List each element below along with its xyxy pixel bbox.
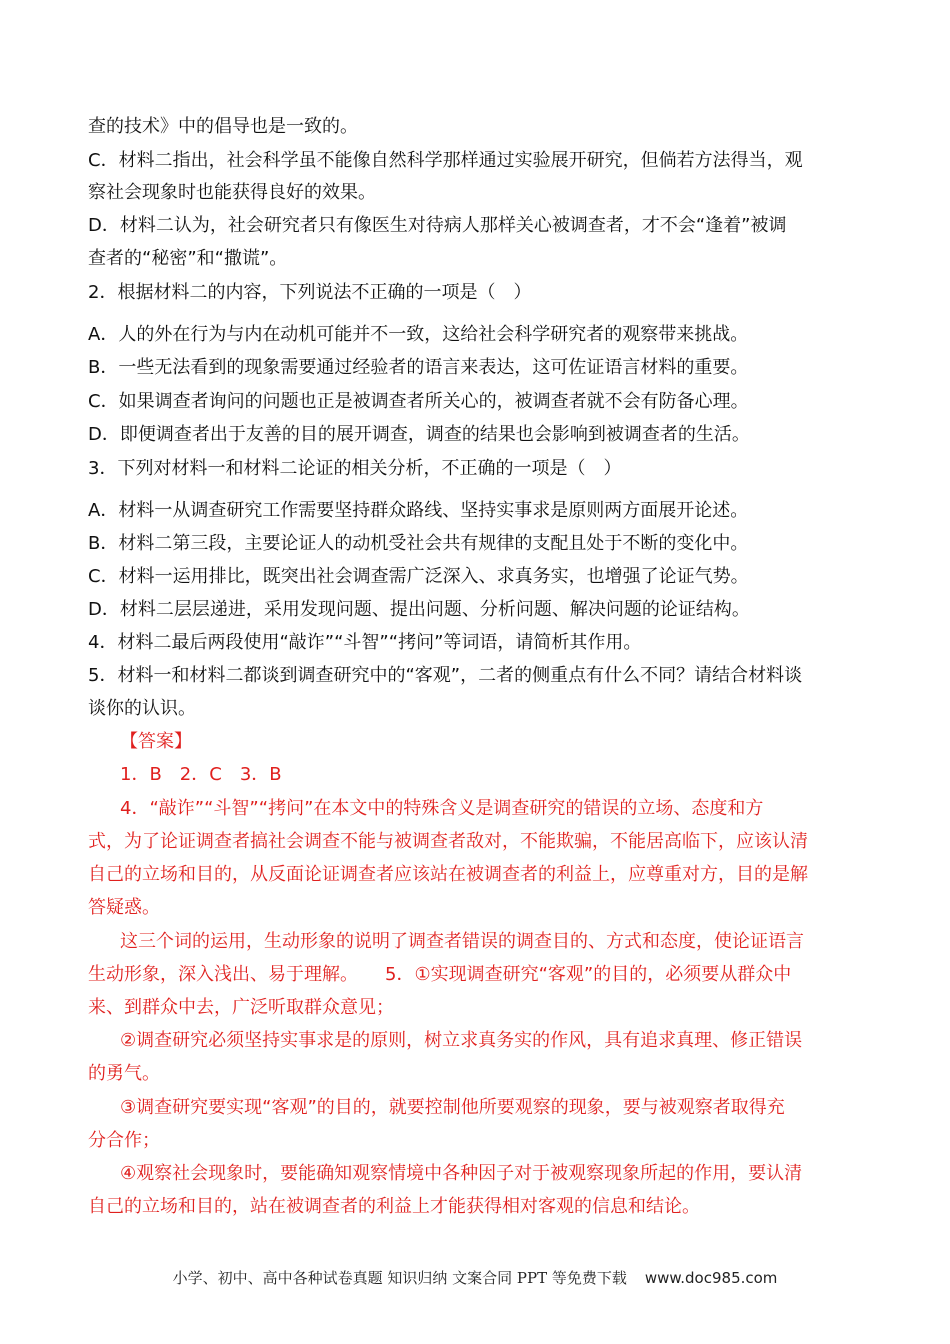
q1-option-c-line2: 察社会现象时也能获得良好的效果。 <box>88 182 376 203</box>
answer-5-point2-line1: ②调查研究必须坚持实事求是的原则，树立求真务实的作风，具有追求真理、修正错误 <box>120 1030 803 1051</box>
answer-5-point4-line2: 自己的立场和目的，站在被调查者的利益上才能获得相对客观的信息和结论。 <box>88 1196 700 1217</box>
answer-heading: 【答案】 <box>120 731 192 752</box>
q3-option-a: A．材料一从调查研究工作需要坚持群众路线、坚持实事求是原则两方面展开论述。 <box>88 500 749 521</box>
page-footer <box>0 1267 950 1288</box>
footer-text: 小学、初中、高中各种试卷真题 知识归纳 文案合同 PPT 等免费下载 <box>172 1269 627 1287</box>
answer-4b-line2: 生动形象，深入浅出、易于理解。 5．①实现调查研究“客观”的目的，必须要从群众中 <box>88 964 792 985</box>
q1-option-d-line2: 查者的“秘密”和“撒谎”。 <box>88 248 288 269</box>
answer-5-point3-line2: 分合作； <box>88 1130 160 1151</box>
q2-option-d: D．即便调查者出于友善的目的展开调查，调查的结果也会影响到被调查者的生活。 <box>88 424 750 445</box>
q2-option-b: B．一些无法看到的现象需要通过经验者的语言来表达，这可佐证语言材料的重要。 <box>88 357 749 378</box>
answer-4b-line1: 这三个词的运用，生动形象的说明了调查者错误的调查目的、方式和态度，使论证语言 <box>120 931 804 952</box>
answer-4-line4: 答疑惑。 <box>88 897 160 918</box>
q3-stem: 3．下列对材料一和材料二论证的相关分析，不正确的一项是（ ） <box>88 458 622 479</box>
q3-option-c: C．材料一运用排比，既突出社会调查需广泛深入、求真务实，也增强了论证气势。 <box>88 566 749 587</box>
q2-option-a: A．人的外在行为与内在动机可能并不一致，这给社会科学研究者的观察带来挑战。 <box>88 324 749 345</box>
q2-stem: 2．根据材料二的内容，下列说法不正确的一项是（ ） <box>88 282 532 303</box>
continuation-line: 查的技术》中的倡导也是一致的。 <box>88 116 358 137</box>
q1-option-c-line1: C．材料二指出，社会科学虽不能像自然科学那样通过实验展开研究，但倘若方法得当，观 <box>88 150 803 171</box>
q5-stem-line1: 5．材料一和材料二都谈到调查研究中的“客观”，二者的侧重点有什么不同？请结合材料谈 <box>88 665 803 686</box>
q4-stem: 4．材料二最后两段使用“敲诈”“斗智”“拷问”等词语，请简析其作用。 <box>88 632 642 653</box>
answer-5-point2-line2: 的勇气。 <box>88 1063 160 1084</box>
answer-5-point3-line1: ③调查研究要实现“客观”的目的，就要控制他所要观察的现象，要与被观察者取得充 <box>120 1097 785 1118</box>
q1-option-d-line1: D．材料二认为，社会研究者只有像医生对待病人那样关心被调查者，才不会“逢着”被调 <box>88 215 787 236</box>
footer-url[interactable]: www.doc985.com <box>644 1269 778 1287</box>
answer-4b-line3: 来、到群众中去，广泛听取群众意见； <box>88 997 394 1018</box>
answer-5-point4-line1: ④观察社会现象时，要能确知观察情境中各种因子对于被观察现象所起的作用，要认清 <box>120 1163 803 1184</box>
answer-4-line2: 式，为了论证调查者搞社会调查不能与被调查者敌对，不能欺骗，不能居高临下，应该认清 <box>88 831 808 852</box>
q5-stem-line2: 谈你的认识。 <box>88 698 196 719</box>
answer-choices: 1．B 2．C 3．B <box>120 764 282 785</box>
q3-option-d: D．材料二层层递进，采用发现问题、提出问题、分析问题、解决问题的论证结构。 <box>88 599 750 620</box>
answer-4-line3: 自己的立场和目的，从反面论证调查者应该站在被调查者的利益上，应尊重对方，目的是解 <box>88 864 808 885</box>
q3-option-b: B．材料二第三段，主要论证人的动机受社会共有规律的支配且处于不断的变化中。 <box>88 533 749 554</box>
answer-4-line1: 4．“敲诈”“斗智”“拷问”在本文中的特殊含义是调查研究的错误的立场、态度和方 <box>120 798 764 819</box>
q2-option-c: C．如果调查者询问的问题也正是被调查者所关心的，被调查者就不会有防备心理。 <box>88 391 749 412</box>
